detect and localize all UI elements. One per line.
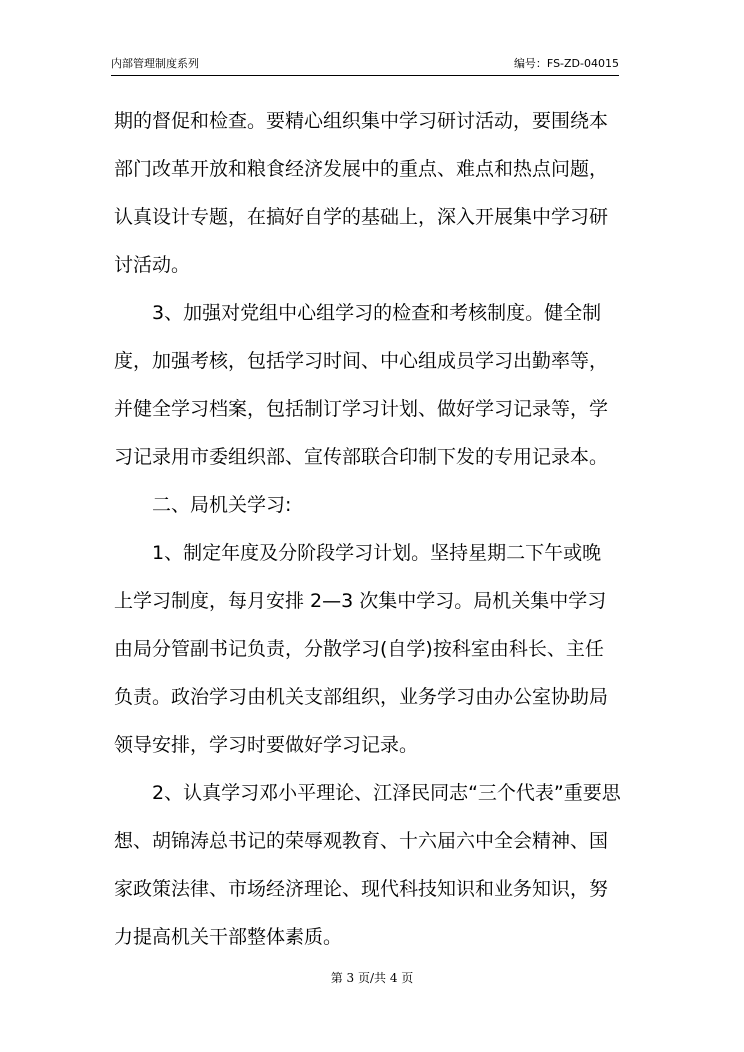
body-line: 二、局机关学习: xyxy=(114,494,292,516)
body-line: 由局分管副书记负责，分散学习(自学)按科室由科长、主任 xyxy=(114,638,604,660)
body-line: 并健全学习档案，包括制订学习计划、做好学习记录等，学 xyxy=(114,398,609,420)
page-header xyxy=(111,55,619,76)
page-number-footer: 第 3 页/共 4 页 xyxy=(330,971,414,985)
body-line: 2、认真学习邓小平理论、江泽民同志“三个代表”重要思 xyxy=(114,782,621,804)
body-line: 负责。政治学习由机关支部组织，业务学习由办公室协助局 xyxy=(114,686,609,708)
body-line: 领导安排，学习时要做好学习记录。 xyxy=(114,734,419,756)
body-line: 上学习制度，每月安排 2—3 次集中学习。局机关集中学习 xyxy=(114,590,607,612)
body-line: 3、加强对党组中心组学习的检查和考核制度。健全制 xyxy=(114,302,602,324)
body-line: 1、制定年度及分阶段学习计划。坚持星期二下午或晚 xyxy=(114,542,602,564)
body-line: 想、胡锦涛总书记的荣辱观教育、十六届六中全会精神、国 xyxy=(114,830,609,852)
body-line: 认真设计专题，在搞好自学的基础上，深入开展集中学习研 xyxy=(114,206,609,228)
body-line: 部门改革开放和粮食经济发展中的重点、难点和热点问题， xyxy=(114,158,609,180)
body-line: 力提高机关干部整体素质。 xyxy=(114,926,343,948)
body-line: 家政策法律、市场经济理论、现代科技知识和业务知识，努 xyxy=(114,878,609,900)
body-line: 度，加强考核，包括学习时间、中心组成员学习出勤率等， xyxy=(114,350,609,372)
document-body xyxy=(114,97,634,961)
body-line: 习记录用市委组织部、宣传部联合印制下发的专用记录本。 xyxy=(114,446,609,468)
header-document-number: 编号：FS-ZD-04015 xyxy=(513,57,619,70)
body-line: 期的督促和检查。要精心组织集中学习研讨活动，要围绕本 xyxy=(114,110,609,132)
body-line: 讨活动。 xyxy=(114,254,191,276)
header-series-title: 内部管理制度系列 xyxy=(111,57,199,70)
